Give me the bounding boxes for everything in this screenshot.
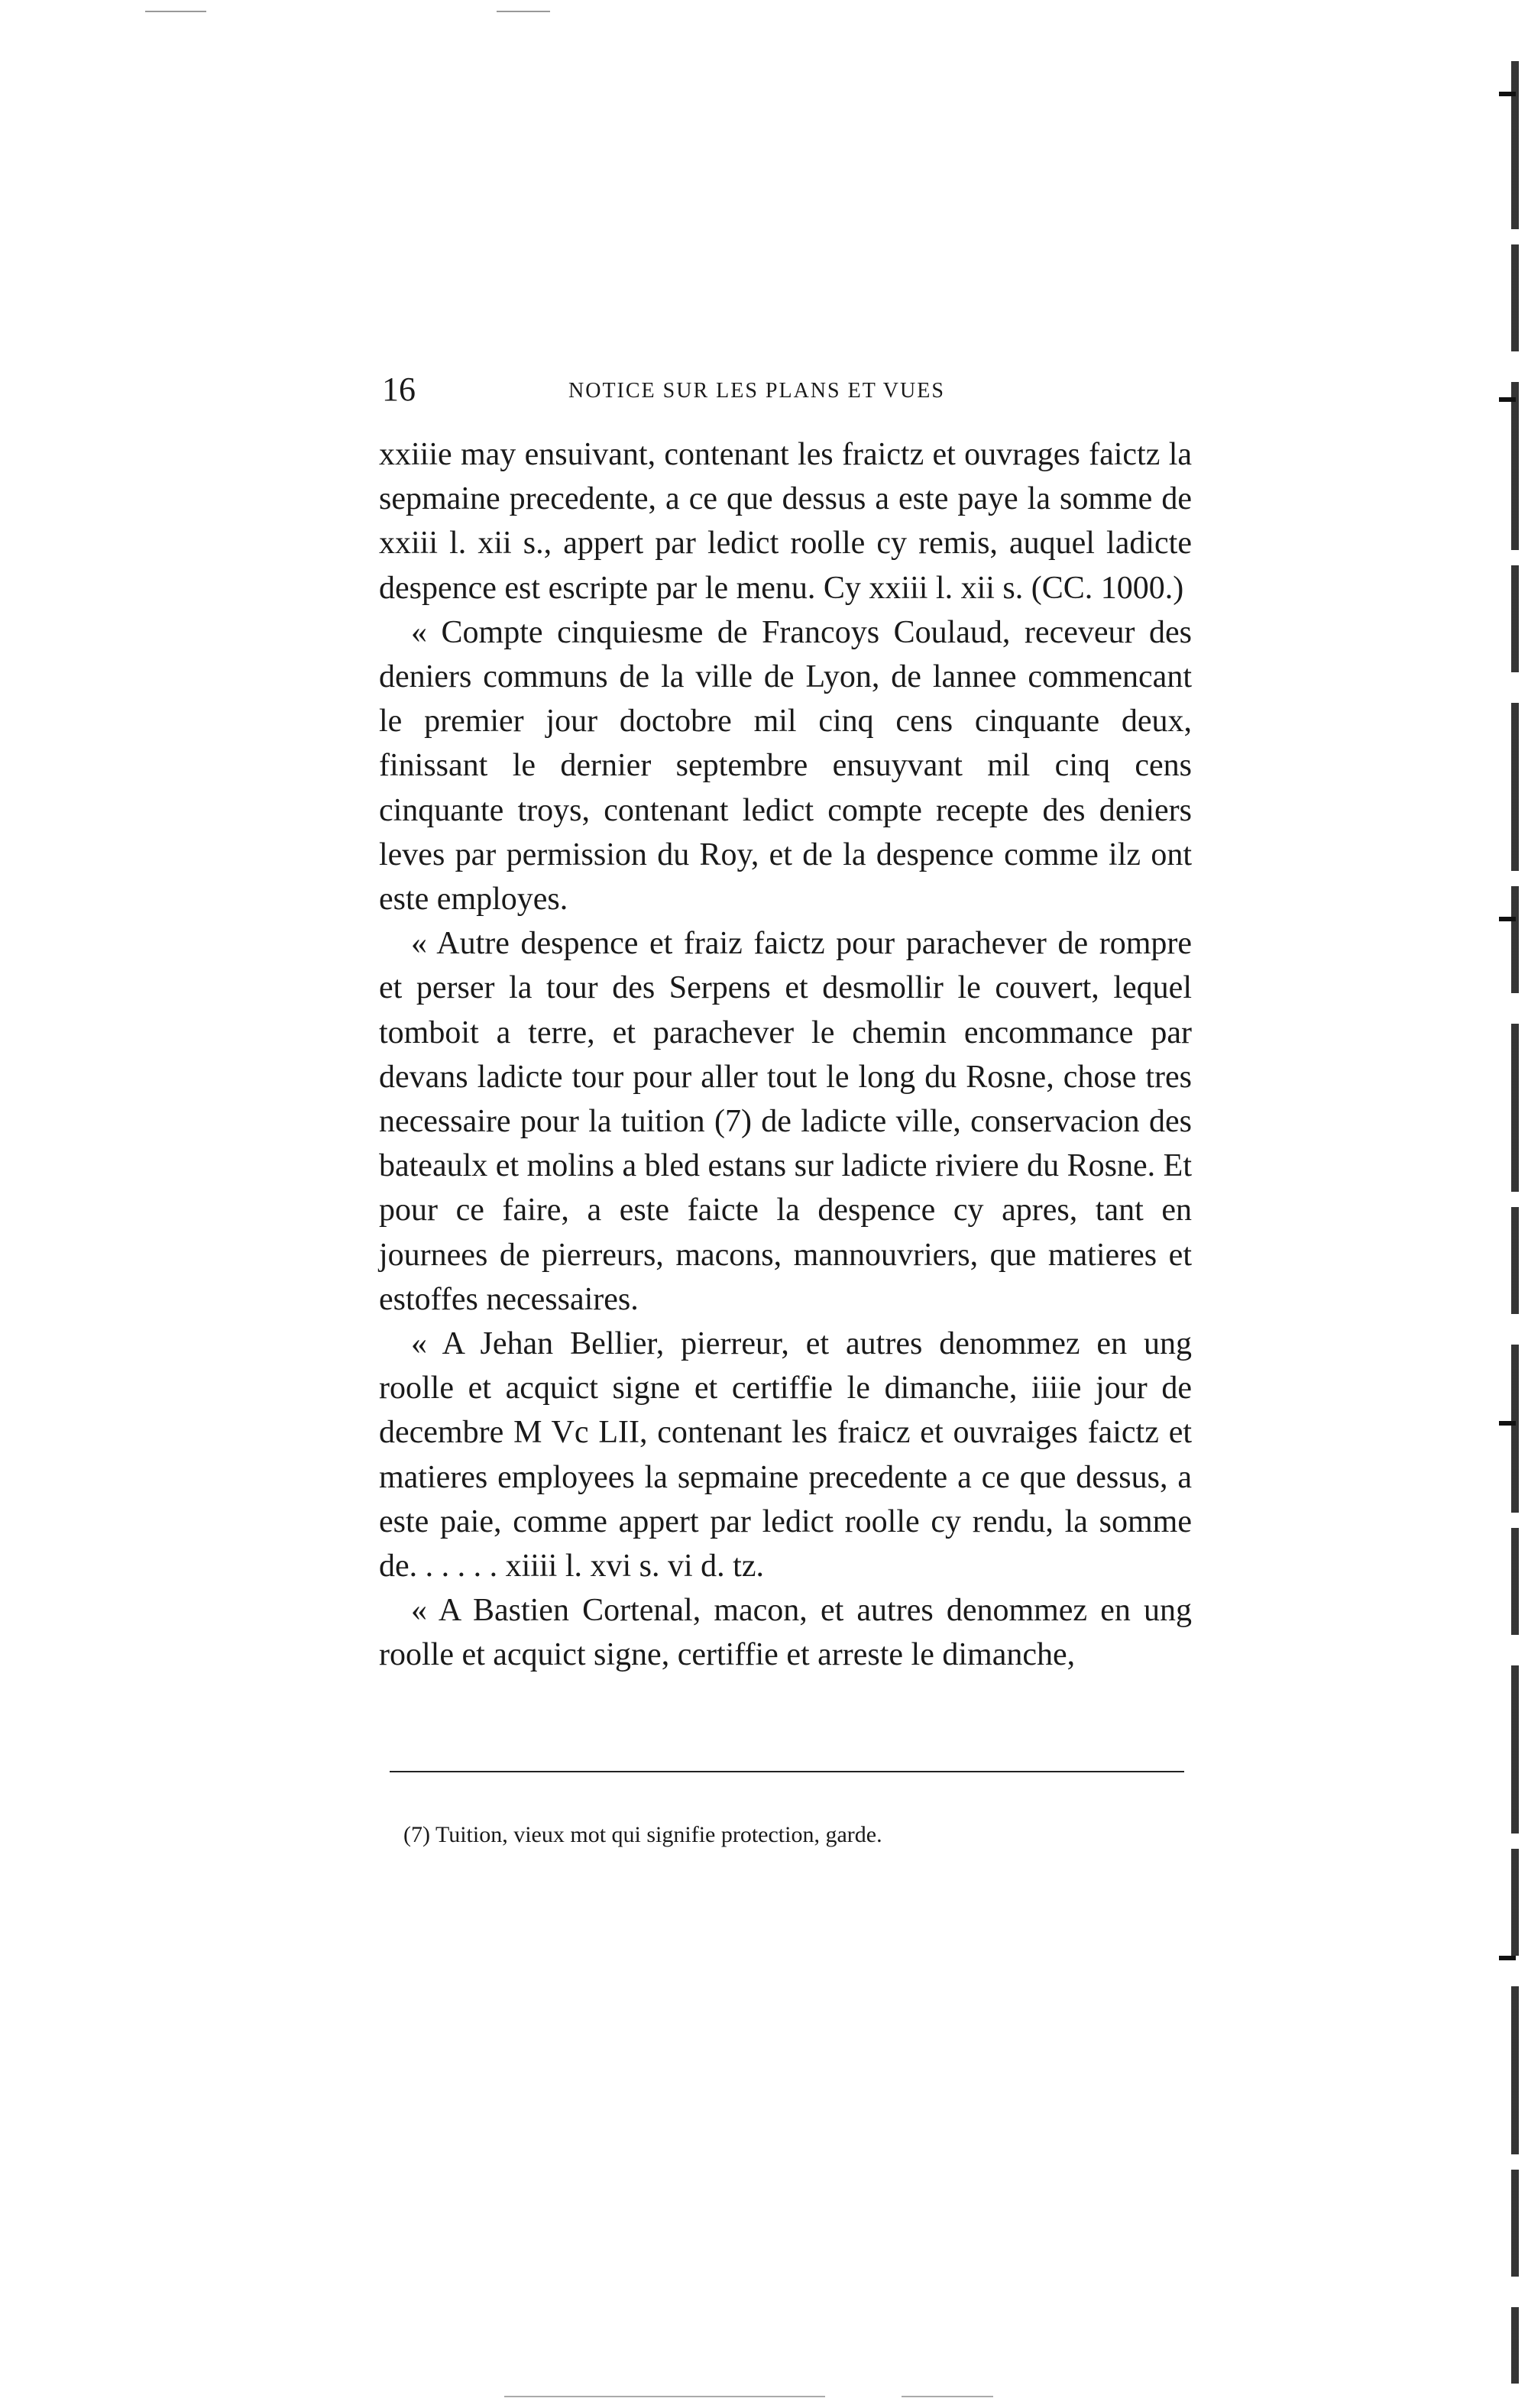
page-number: 16 xyxy=(382,371,416,408)
page-header xyxy=(382,373,1192,406)
binding-edge xyxy=(1511,61,1519,2384)
scan-edge-mark xyxy=(504,2396,825,2397)
scan-edge-mark xyxy=(902,2396,993,2397)
paragraph: « Compte cinquiesme de Francoys Coulaud, receveur des deniers communs de la ville de Lyon, de lannee commencant le premier jour doctobre mil cinq cens cinquante deux, finissant le dernier septembre ensuyvant mil cinq cens cinquante troys, contenant ledict compte recepte des deniers leves par permission du Roy, et de la despence comme ilz ont este employes. xyxy=(379,614,1192,918)
binding-mark xyxy=(1499,1956,1516,1960)
binding-mark xyxy=(1499,92,1516,96)
scan-edge-mark xyxy=(145,11,206,12)
paragraph: xxiiie may ensuivant, contenant les fraictz et ouvrages faictz la sepmaine precedente, a ce que dessus a este paye la somme de xxiii l. xii s., appert par ledict roolle cy remis, auquel ladicte despence est escripte par le menu. Cy xxiii l. xii s. (CC. 1000.) xyxy=(379,437,1192,606)
binding-mark xyxy=(1499,1421,1516,1426)
paragraph: « A Bastien Cortenal, macon, et autres denommez en ung roolle et acquict signe, certiffie et arreste le dimanche, xyxy=(379,1593,1192,1673)
running-title: NOTICE SUR LES PLANS ET VUES xyxy=(568,379,945,403)
footnote-separator xyxy=(390,1771,1184,1772)
paragraph: « Autre despence et fraiz faictz pour parachever de rompre et perser la tour des Serpens et desmollir le couvert, lequel tomboit a terre, et parachever le chemin encommance par devans ladicte tour pour aller tout le long du Rosne, chose tres necessaire pour la tuition (7) de ladicte ville, conservacion des bateaulx et molins a bled estans sur ladicte riviere du Rosne. Et pour ce faire, a este faicte la despence cy apres, tant en journees de pierreurs, macons, mannouvriers, que matieres et estoffes necessaires. xyxy=(379,926,1192,1317)
body-text xyxy=(379,432,1192,1678)
scan-edge-mark xyxy=(497,11,550,12)
paragraph: « A Jehan Bellier, pierreur, et autres denommez en ung roolle et acquict signe et certiffie le dimanche, iiiie jour de decembre M Vc LII, contenant les fraicz et ouvraiges faictz et matieres employees la sepmaine precedente a ce que dessus, a este paie, comme appert par ledict roolle cy rendu, la somme de. . . . . . xiiii l. xvi s. vi d. tz. xyxy=(379,1326,1192,1584)
binding-mark xyxy=(1499,397,1516,402)
binding-mark xyxy=(1499,917,1516,921)
footnote: (7) Tuition, vieux mot qui signifie protection, garde. xyxy=(403,1822,882,1847)
